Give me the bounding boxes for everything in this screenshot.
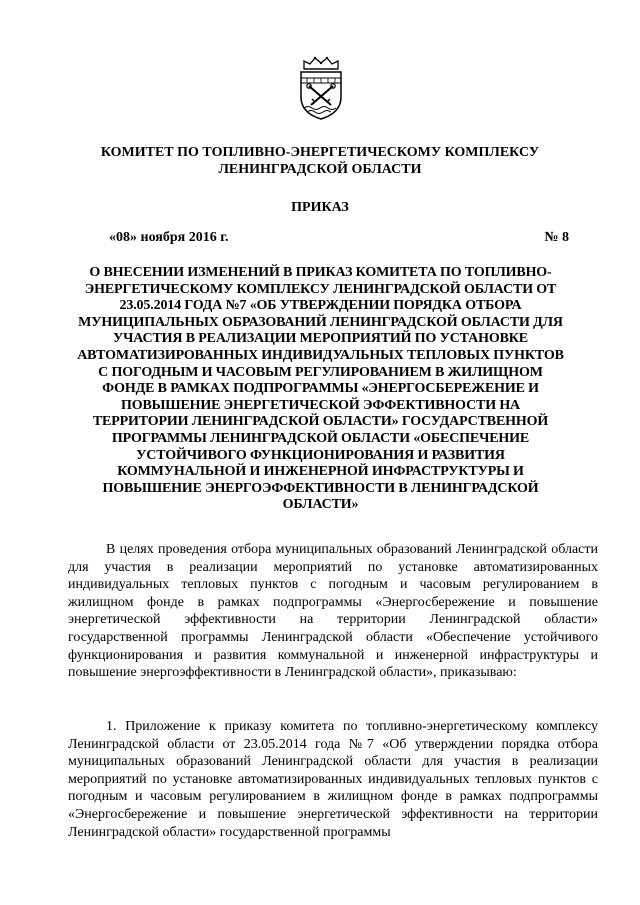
document-type: ПРИКАЗ	[291, 200, 349, 215]
document-date: «08» ноября 2016 г.	[109, 230, 229, 245]
leningrad-oblast-coat-of-arms-icon	[294, 55, 348, 121]
committee-name: КОМИТЕТ ПО ТОПЛИВНО-ЭНЕРГЕТИЧЕСКОМУ КОМПЛЕКСУ ЛЕНИНГРАДСКОЙ ОБЛАСТИ	[100, 145, 540, 177]
body-paragraph-1: В целях проведения отбора муниципальных образований Ленинградской области для участия в реализации мероприятий по установке автоматизированных индивидуальных тепловых пунктов с погодным и часовым регулированием в жилищном фонде в рамках подпрограммы «Энергосбережение и повышение энергетической эффективности на территории Ленинградской области» государственной программы Ленинградской области «Обеспечение устойчивого функционирования и развития коммунальной и инженерной инфраструктуры и повышение энергоэффективности в Ленинградской области», приказываю:	[68, 542, 598, 681]
document-number: № 8	[544, 230, 569, 245]
body-paragraph-2: 1. Приложение к приказу комитета по топливно-энергетическому комплексу Ленинградской области от 23.05.2014 года №7 «Об утверждении порядка отбора муниципальных образований Ленинградской области для участия в реализации мероприятий по установке автоматизированных индивидуальных тепловых пунктов с погодным и часовым регулированием в жилищном фонде в рамках подпрограммы «Энергосбережение и повышение энергетической эффективности на территории Ленинградской области» государственной программы	[68, 719, 598, 840]
document-title: О ВНЕСЕНИИ ИЗМЕНЕНИЙ В ПРИКАЗ КОМИТЕТА ПО ТОПЛИВНО-ЭНЕРГЕТИЧЕСКОМУ КОМПЛЕКСУ ЛЕНИНГРАДСКОЙ ОБЛАСТИ ОТ 23.05.2014 ГОДА №7 «ОБ УТВЕРЖДЕНИИ ПОРЯДКА ОТБОРА МУНИЦИПАЛЬНЫХ ОБРАЗОВАНИЙ ЛЕНИНГРАДСКОЙ ОБЛАСТИ ДЛЯ УЧАСТИЯ В РЕАЛИЗАЦИИ МЕРОПРИЯТИЙ ПО УСТАНОВКЕ АВТОМАТИЗИРОВАННЫХ ИНДИВИДУАЛЬНЫХ ТЕПЛОВЫХ ПУНКТОВ С ПОГОДНЫМ И ЧАСОВЫМ РЕГУЛИРОВАНИЕМ В ЖИЛИЩНОМ ФОНДЕ В РАМКАХ ПОДПРОГРАММЫ «ЭНЕРГОСБЕРЕЖЕНИЕ И ПОВЫШЕНИЕ ЭНЕРГЕТИЧЕСКОЙ ЭФФЕКТИВНОСТИ НА ТЕРРИТОРИИ ЛЕНИНГРАДСКОЙ ОБЛАСТИ» ГОСУДАРСТВЕННОЙ ПРОГРАММЫ ЛЕНИНГРАДСКОЙ ОБЛАСТИ «ОБЕСПЕЧЕНИЕ УСТОЙЧИВОГО ФУНКЦИОНИРОВАНИЯ И РАЗВИТИЯ КОММУНАЛЬНОЙ И ИНЖЕНЕРНОЙ ИНФРАСТРУКТУРЫ И ПОВЫШЕНИЕ ЭНЕРГОЭФФЕКТИВНОСТИ В ЛЕНИНГРАДСКОЙ ОБЛАСТИ»	[77, 265, 564, 513]
date-number-line	[109, 229, 569, 246]
